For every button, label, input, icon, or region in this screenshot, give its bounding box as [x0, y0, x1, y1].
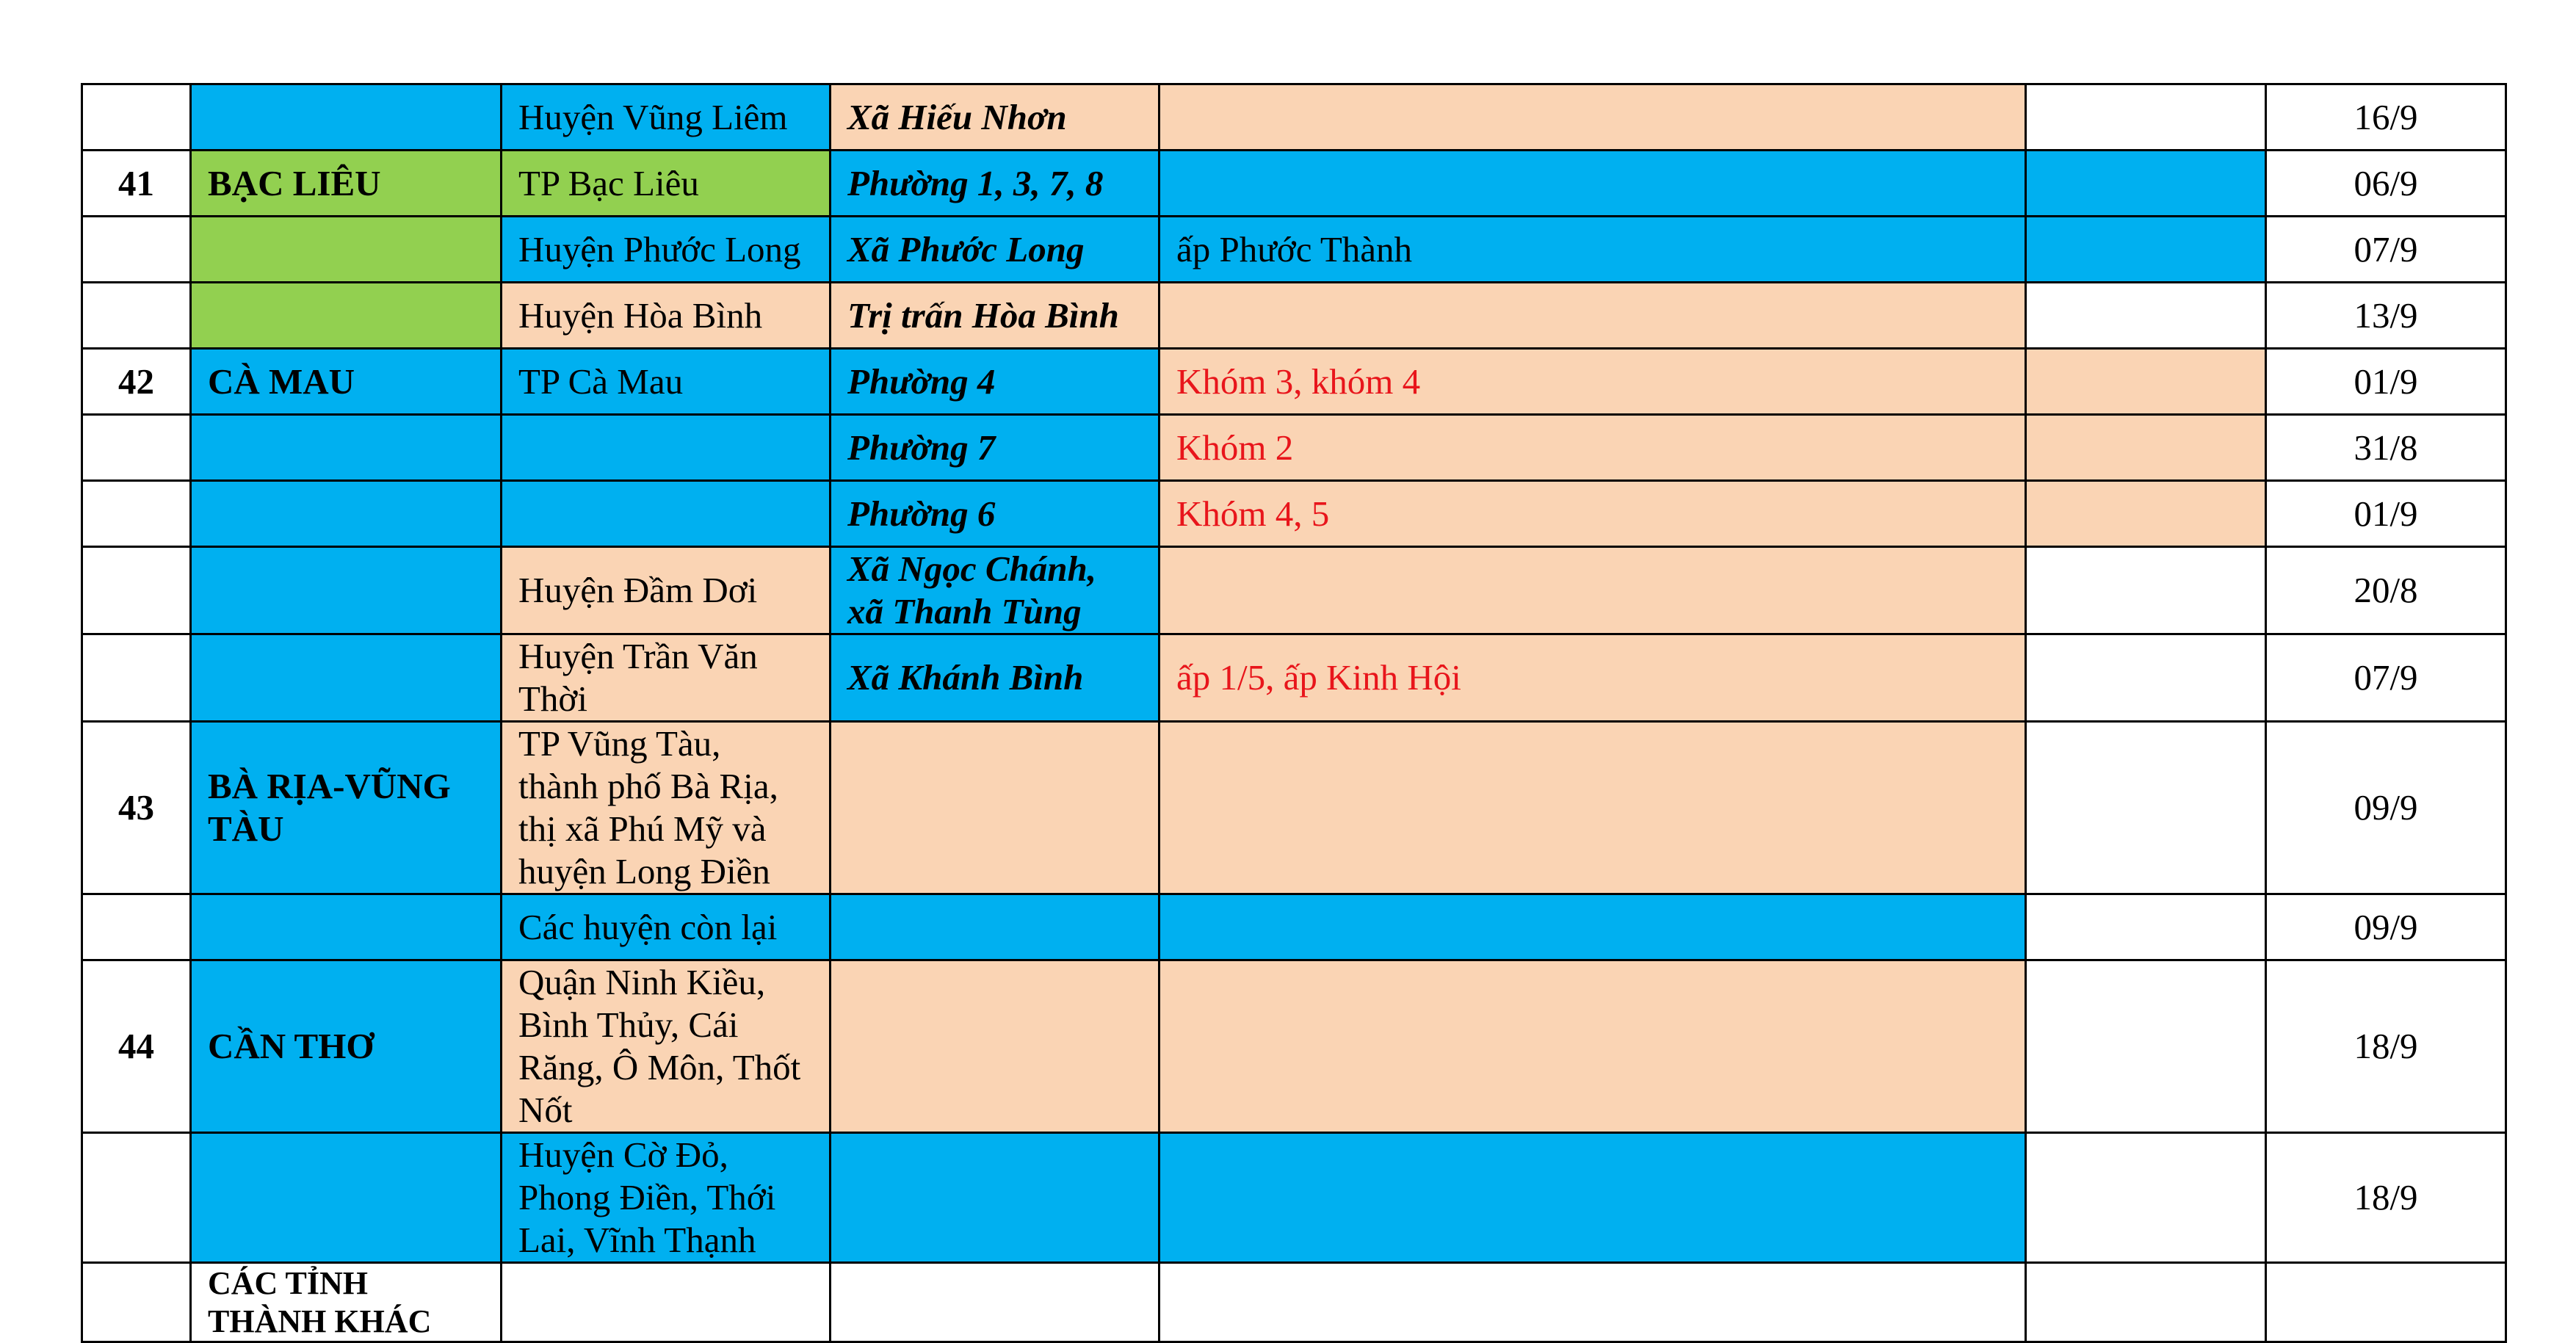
province-cell — [191, 481, 502, 547]
district-cell: Quận Ninh Kiều, Bình Thủy, Cái Răng, Ô Môn, Thốt Nốt — [502, 960, 831, 1133]
date-cell: 06/9 — [2266, 151, 2506, 217]
date-cell: 18/9 — [2266, 960, 2506, 1133]
table-row — [82, 1133, 2506, 1263]
area-cell: Khóm 4, 5 — [1159, 481, 2026, 547]
area-cell: ấp Phước Thành — [1159, 217, 2026, 283]
table-row — [82, 349, 2506, 415]
date-cell: 07/9 — [2266, 217, 2506, 283]
table-row — [82, 151, 2506, 217]
note-cell — [2026, 84, 2266, 151]
ward-cell: Phường 1, 3, 7, 8 — [831, 151, 1159, 217]
ward-cell — [831, 1133, 1159, 1263]
district-cell: TP Bạc Liêu — [502, 151, 831, 217]
note-cell — [2026, 283, 2266, 349]
province-cell — [191, 84, 502, 151]
ward-cell — [831, 1263, 1159, 1342]
province-zone-table — [81, 83, 2507, 1343]
ward-cell — [831, 960, 1159, 1133]
stt-cell: 44 — [82, 960, 191, 1133]
table-row — [82, 722, 2506, 894]
district-cell: Huyện Cờ Đỏ, Phong Điền, Thới Lai, Vĩnh Thạnh — [502, 1133, 831, 1263]
note-cell — [2026, 634, 2266, 722]
date-cell: 13/9 — [2266, 283, 2506, 349]
province-cell — [191, 894, 502, 960]
stt-cell: 43 — [82, 722, 191, 894]
note-cell — [2026, 217, 2266, 283]
ward-cell: Trị trấn Hòa Bình — [831, 283, 1159, 349]
province-cell: BÀ RỊA-VŨNG TÀU — [191, 722, 502, 894]
note-cell — [2026, 960, 2266, 1133]
note-cell — [2026, 349, 2266, 415]
date-cell: 09/9 — [2266, 722, 2506, 894]
date-cell: 07/9 — [2266, 634, 2506, 722]
note-cell — [2026, 481, 2266, 547]
table-row — [82, 547, 2506, 634]
province-cell: CÀ MAU — [191, 349, 502, 415]
district-cell: Huyện Đầm Dơi — [502, 547, 831, 634]
district-cell: Các huyện còn lại — [502, 894, 831, 960]
table-body — [82, 84, 2506, 1342]
district-cell: TP Vũng Tàu, thành phố Bà Rịa, thị xã Phú Mỹ và huyện Long Điền — [502, 722, 831, 894]
date-cell: 16/9 — [2266, 84, 2506, 151]
district-cell: Huyện Hòa Bình — [502, 283, 831, 349]
date-cell: 01/9 — [2266, 481, 2506, 547]
ward-cell: Xã Phước Long — [831, 217, 1159, 283]
area-cell: Khóm 2 — [1159, 415, 2026, 481]
area-cell: ấp 1/5, ấp Kinh Hội — [1159, 634, 2026, 722]
district-cell: TP Cà Mau — [502, 349, 831, 415]
table-row — [82, 634, 2506, 722]
area-cell — [1159, 283, 2026, 349]
table-row — [82, 894, 2506, 960]
table-row — [82, 481, 2506, 547]
table-row — [82, 1263, 2506, 1342]
table-row — [82, 84, 2506, 151]
area-cell — [1159, 84, 2026, 151]
area-cell — [1159, 547, 2026, 634]
district-cell — [502, 481, 831, 547]
date-cell: 01/9 — [2266, 349, 2506, 415]
province-cell — [191, 1133, 502, 1263]
district-cell: Huyện Phước Long — [502, 217, 831, 283]
ward-cell: Phường 6 — [831, 481, 1159, 547]
stt-cell — [82, 894, 191, 960]
date-cell: 20/8 — [2266, 547, 2506, 634]
note-cell — [2026, 1133, 2266, 1263]
province-cell: CÁC TỈNH THÀNH KHÁC — [191, 1263, 502, 1342]
table-row — [82, 283, 2506, 349]
province-cell — [191, 415, 502, 481]
district-cell — [502, 1263, 831, 1342]
stt-cell — [82, 415, 191, 481]
stt-cell — [82, 1263, 191, 1342]
province-cell: BẠC LIÊU — [191, 151, 502, 217]
stt-cell: 42 — [82, 349, 191, 415]
area-cell — [1159, 1133, 2026, 1263]
ward-cell: Xã Ngọc Chánh, xã Thanh Tùng — [831, 547, 1159, 634]
ward-cell: Xã Hiếu Nhơn — [831, 84, 1159, 151]
note-cell — [2026, 1263, 2266, 1342]
date-cell — [2266, 1263, 2506, 1342]
stt-cell — [82, 634, 191, 722]
note-cell — [2026, 151, 2266, 217]
area-cell — [1159, 722, 2026, 894]
ward-cell: Phường 4 — [831, 349, 1159, 415]
stt-cell — [82, 217, 191, 283]
table-row — [82, 415, 2506, 481]
stt-cell — [82, 547, 191, 634]
district-cell: Huyện Vũng Liêm — [502, 84, 831, 151]
table-row — [82, 217, 2506, 283]
note-cell — [2026, 722, 2266, 894]
area-cell — [1159, 960, 2026, 1133]
province-cell — [191, 217, 502, 283]
stt-cell — [82, 481, 191, 547]
province-cell — [191, 283, 502, 349]
province-cell: CẦN THƠ — [191, 960, 502, 1133]
note-cell — [2026, 547, 2266, 634]
province-cell — [191, 547, 502, 634]
note-cell — [2026, 415, 2266, 481]
ward-cell: Phường 7 — [831, 415, 1159, 481]
table-row — [82, 960, 2506, 1133]
district-cell — [502, 415, 831, 481]
stt-cell — [82, 84, 191, 151]
area-cell: Khóm 3, khóm 4 — [1159, 349, 2026, 415]
ward-cell — [831, 894, 1159, 960]
area-cell — [1159, 1263, 2026, 1342]
ward-cell: Xã Khánh Bình — [831, 634, 1159, 722]
area-cell — [1159, 894, 2026, 960]
date-cell: 18/9 — [2266, 1133, 2506, 1263]
ward-cell — [831, 722, 1159, 894]
date-cell: 31/8 — [2266, 415, 2506, 481]
stt-cell — [82, 283, 191, 349]
area-cell — [1159, 151, 2026, 217]
note-cell — [2026, 894, 2266, 960]
district-cell: Huyện Trần Văn Thời — [502, 634, 831, 722]
province-cell — [191, 634, 502, 722]
stt-cell — [82, 1133, 191, 1263]
date-cell: 09/9 — [2266, 894, 2506, 960]
stt-cell: 41 — [82, 151, 191, 217]
